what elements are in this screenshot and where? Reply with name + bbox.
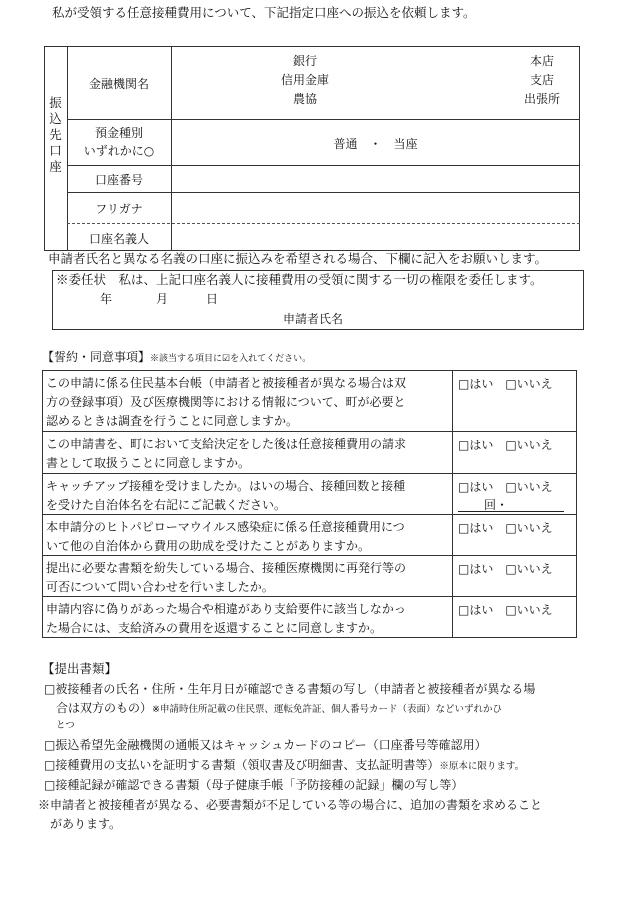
pledge-item-2: この申請書を、町において支給決定をした後は任意接種費用の請求 書として取扱うことに同意しますか。 bbox=[46, 437, 407, 470]
pledge-answer-5[interactable]: □はい □いいえ bbox=[458, 562, 553, 576]
bank-types: 銀行 信用金庫 農協 bbox=[280, 54, 329, 106]
pledge-answer-1[interactable]: □はい □いいえ bbox=[458, 377, 553, 391]
different-name-note: 申請者氏名と異なる名義の口座に振込みを希望される場合、下欄に記入をお願いします。 bbox=[48, 251, 548, 266]
delegation-text: ※委任状 私は、上記口座名義人に接種費用の受領に関する一切の権限を委任します。 bbox=[56, 272, 543, 287]
doc-item-4[interactable]: □接種記録が確認できる書類（母子健康手帳「予防接種の記録」欄の写し等） bbox=[44, 778, 464, 792]
delegation-year: 年 bbox=[100, 292, 113, 306]
pledge-item-4: 本申請分のヒトパピローマウイルス感染症に係る任意接種費用につ いて他の自治体から費用の助成を受けたことがありますか。 bbox=[46, 520, 405, 553]
bank-name-label: 金融機関名 bbox=[88, 77, 149, 91]
delegation-day: 日 bbox=[206, 292, 219, 306]
pledge-answer-4[interactable]: □はい □いいえ bbox=[458, 521, 553, 535]
pledge-answer-6[interactable]: □はい □いいえ bbox=[458, 603, 553, 617]
delegation-month: 月 bbox=[156, 292, 169, 306]
branch-types: 本店 支店 出張所 bbox=[523, 54, 560, 106]
catchup-count-field[interactable]: 回・ bbox=[484, 498, 509, 512]
doc-item-3[interactable]: □接種費用の支払いを証明する書類（領収書及び明細書、支払証明書等）※原本に限ります。 bbox=[44, 758, 525, 772]
pledge-heading: 【誓約・同意事項】※該当する項目に☑を入れてください。 bbox=[42, 350, 312, 364]
doc-item-1[interactable]: □被接種者の氏名・住所・生年月日が確認できる書類の写し（申請者と被接種者が異なる場 bbox=[44, 682, 536, 696]
delegation-applicant: 申請者氏名 bbox=[283, 312, 344, 326]
docs-note: ※申請者と被接種者が異なる、必要書類が不足している等の場合に、追加の書類を求めること bbox=[38, 798, 543, 812]
account-number-label: 口座番号 bbox=[94, 173, 143, 187]
pledge-answer-3[interactable]: □はい □いいえ bbox=[458, 480, 553, 494]
account-side-label: 振 込 先 口 座 bbox=[49, 95, 62, 174]
pledge-item-1: この申請に係る住民基本台帳（申請者と被接種者が異なる場合は双 方の登録事項）及び医療機関等における情報について、町が必要と 認めるときは調査を行うことに同意しますか。 bbox=[46, 376, 407, 428]
doc-item-1-end: とつ bbox=[56, 720, 75, 731]
furigana-label: フリガナ bbox=[95, 202, 143, 216]
deposit-type-label: 預金種別 いずれかに○ bbox=[83, 126, 155, 158]
intro-text: 私が受領する任意接種費用について、下記指定口座への振込を依頼します。 bbox=[52, 5, 476, 20]
docs-note-cont: があります。 bbox=[50, 817, 122, 831]
docs-heading: 【提出書類】 bbox=[42, 661, 118, 676]
pledge-item-5: 提出に必要な書類を紛失している場合、接種医療機関に再発行等の 可否について問い合わせを行いましたか。 bbox=[46, 561, 407, 594]
account-holder-label: 口座名義人 bbox=[88, 232, 149, 246]
pledge-item-3: キャッチアップ接種を受けましたか。はいの場合、接種回数と接種 を受けた自治体名を右記にご記載ください。 bbox=[46, 479, 406, 512]
doc-item-2[interactable]: □振込希望先金融機関の通帳又はキャッシュカードのコピー（口座番号等確認用） bbox=[44, 738, 487, 752]
doc-item-1-cont: 合は双方のもの）※申請時住所記載の住民票、運転免許証、個人番号カード（表面）などいずれかひ bbox=[56, 701, 502, 715]
pledge-item-6: 申請内容に偽りがあった場合や相違があり支給要件に該当しなかっ た場合には、支給済みの費用を返還することに同意しますか。 bbox=[46, 602, 406, 635]
pledge-answer-2[interactable]: □はい □いいえ bbox=[458, 438, 553, 452]
deposit-type-value: 普通 ・ 当座 bbox=[333, 137, 418, 151]
